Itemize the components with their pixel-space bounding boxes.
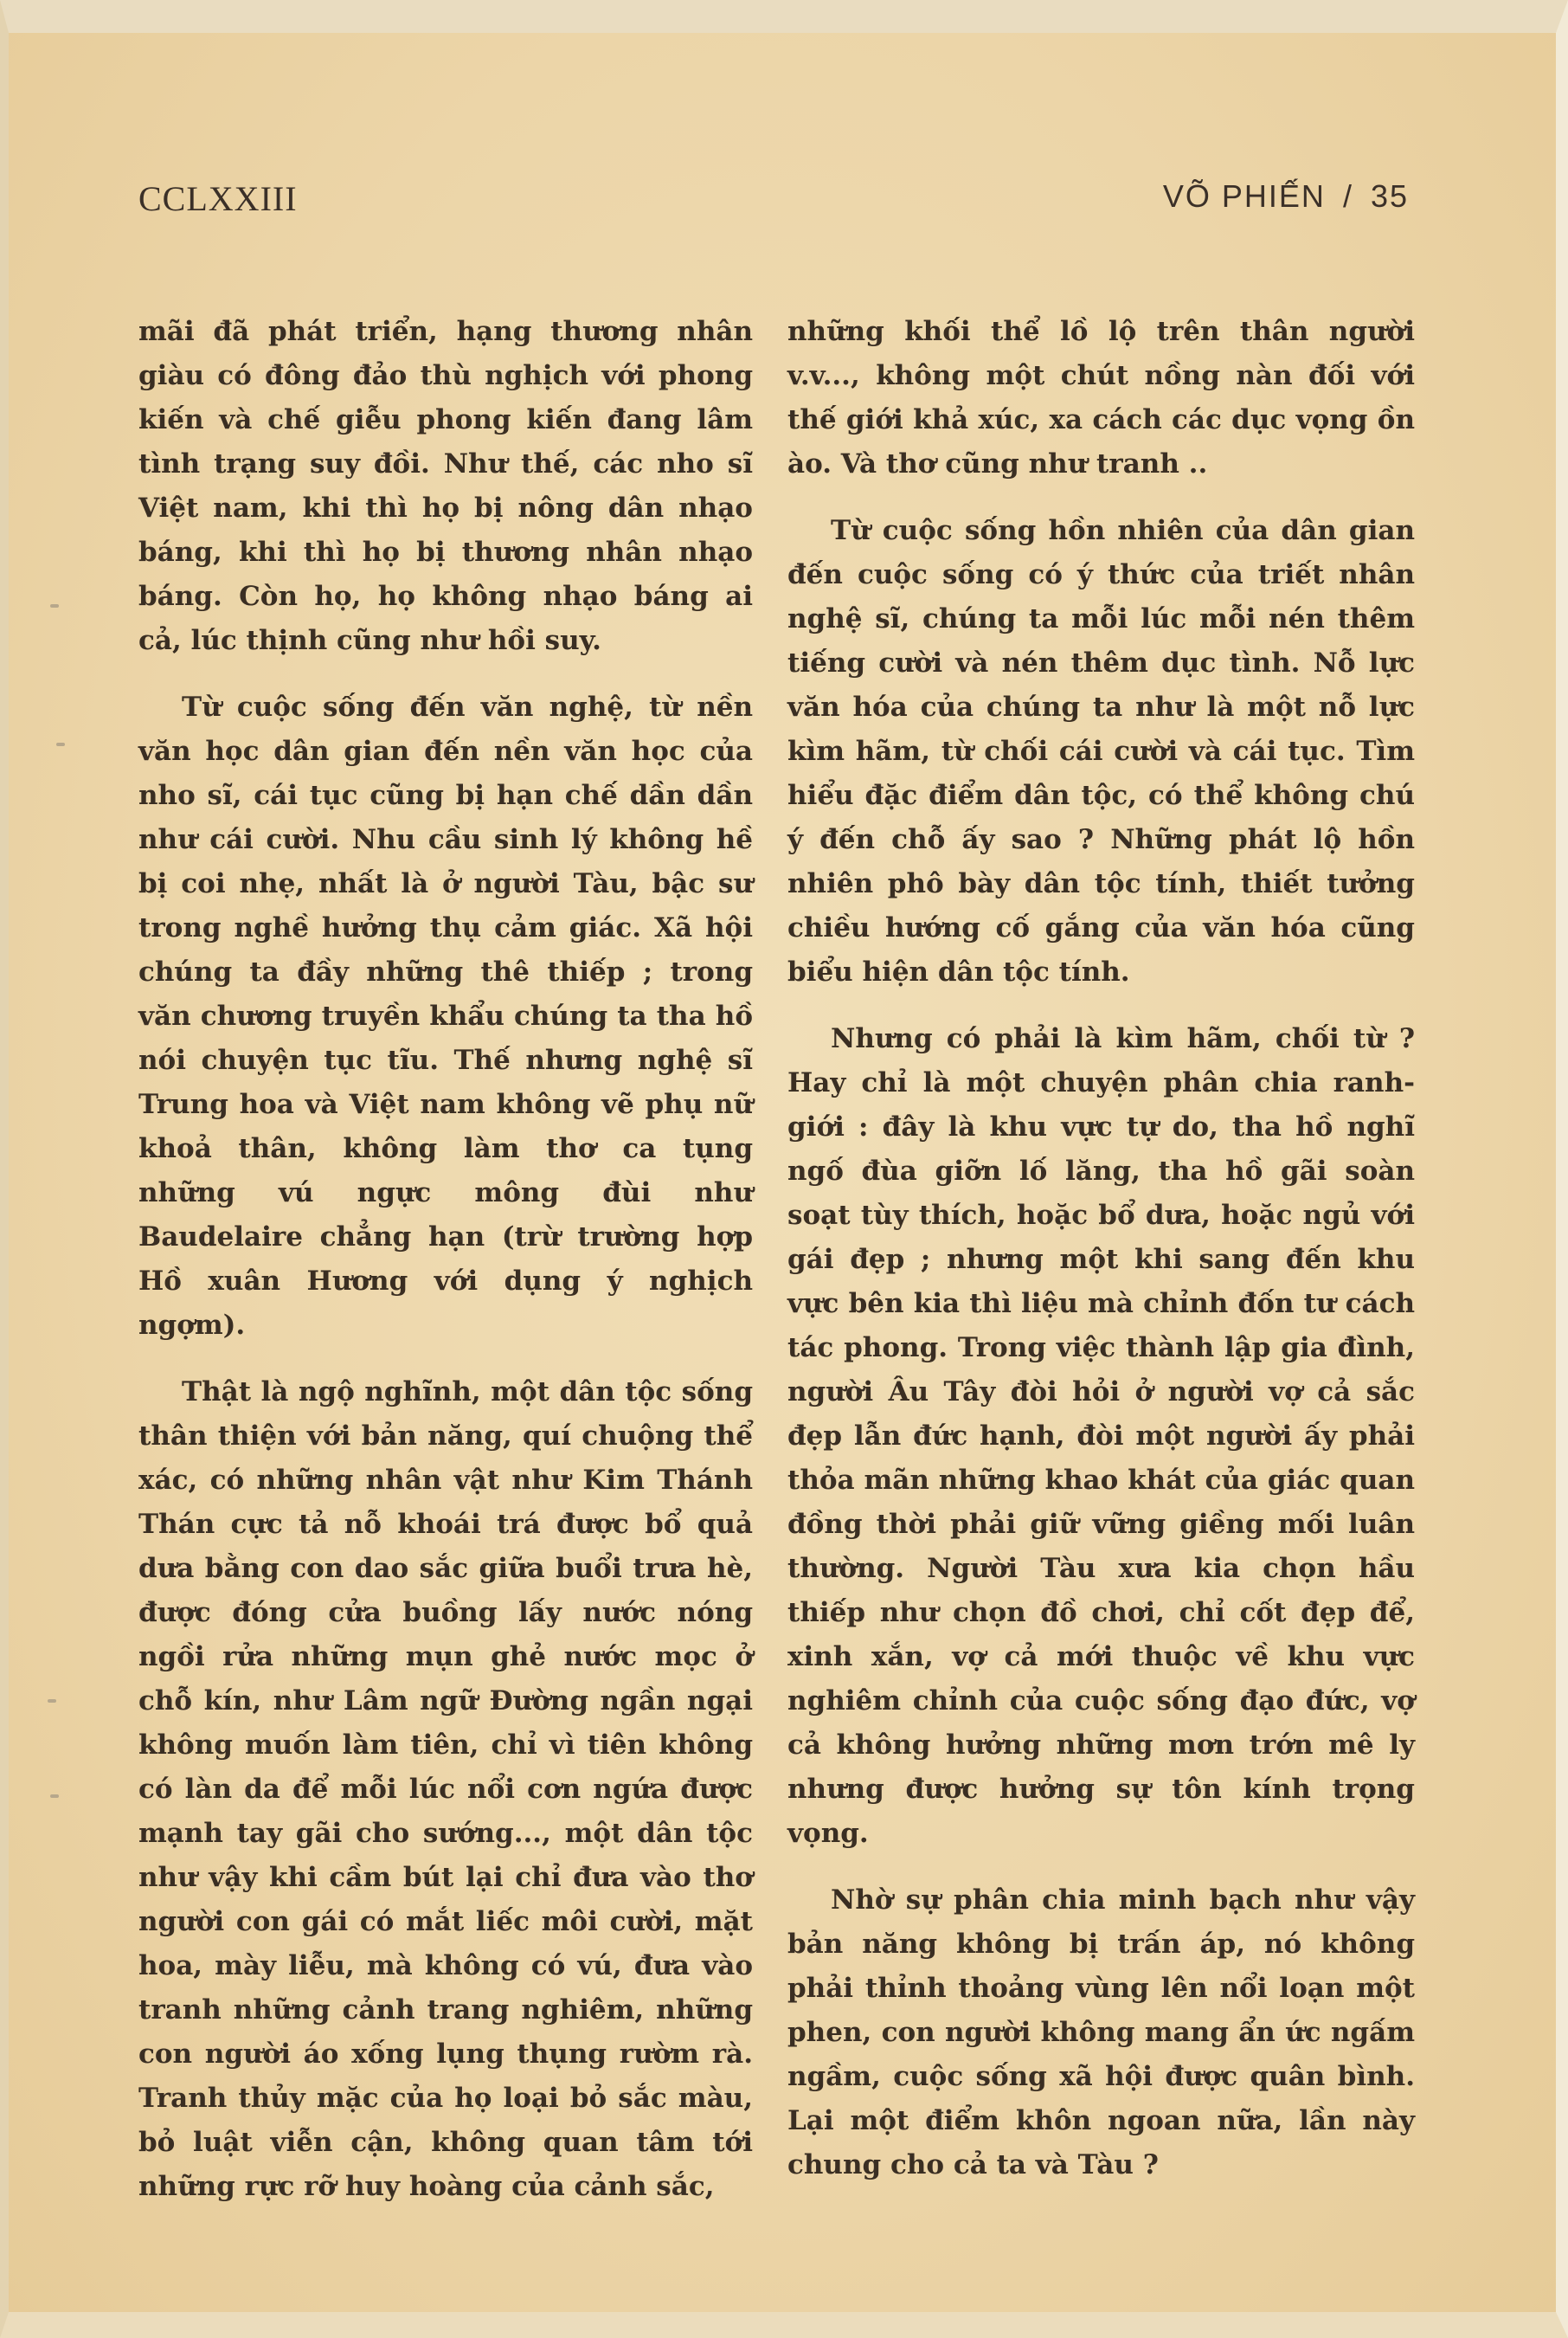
paragraph: Thật là ngộ nghĩnh, một dân tộc sống thân thiện với bản năng, quí chuộng thể xác, có những nhân vật như Kim Thánh Thán cực tả nỗ khoái trá được bổ quả dưa bằng con dao sắc giữa buổi trưa hè, được đóng cửa buồng lấy nước nóng ngồi rửa những mụn ghẻ nước mọc ở chỗ kín, như Lâm ngữ Đường ngần ngại không muốn làm tiên, chỉ vì tiên không có làn da để mỗi lúc nổi cơn ngứa được mạnh tay gãi cho sướng..., một dân tộc như vậy khi cầm bút lại chỉ đưa vào thơ người con gái có mắt liếc môi cười, mặt hoa, mày liễu, mà không có vú, đưa vào tranh những cảnh trang nghiêm, những con người áo xống lụng thụng rườm rà. Tranh thủy mặc của họ loại bỏ sắc màu, bỏ luật viễn cận, không quan tâm tới những rực rỡ huy hoàng của cảnh sắc, — [138, 1376, 753, 2202]
author-page-header — [1163, 178, 1409, 215]
chapter-numeral: CCLXXIII — [138, 179, 298, 218]
right-column — [787, 310, 1415, 2210]
header-separator: / — [1342, 178, 1353, 214]
margin-mark — [56, 743, 65, 746]
left-column — [138, 310, 753, 2232]
margin-mark — [48, 1699, 56, 1703]
author-name: VÕ PHIẾN — [1162, 178, 1326, 214]
paragraph: mãi đã phát triển, hạng thương nhân giàu có đông đảo thù nghịch với phong kiến và chế giễu phong kiến đang lâm tình trạng suy đồi. Như thế, các nho sĩ Việt nam, khi thì họ bị nông dân nhạo báng, khi thì họ bị thương nhân nhạo báng. Còn họ, họ không nhạo báng ai cả, lúc thịnh cũng như hồi suy. — [138, 316, 753, 656]
paragraph: Nhưng có phải là kìm hãm, chối từ ? Hay chỉ là một chuyện phân chia ranh-giới : đây là khu vực tự do, tha hồ nghĩ ngố đùa giỡn lố lăng, tha hồ gãi soàn soạt tùy thích, hoặc bổ dưa, hoặc ngủ với gái đẹp ; nhưng một khi sang đến khu vực bên kia thì liệu mà chỉnh đốn tư cách tác phong. Trong việc thành lập gia đình, người Âu Tây đòi hỏi ở người vợ cả sắc đẹp lẫn đức hạnh, đòi một người ấy phải thỏa mãn những khao khát của giác quan đồng thời phải giữ vững giềng mối luân thường. Người Tàu xưa kia chọn hầu thiếp như chọn đồ chơi, chỉ cốt đẹp để, xinh xắn, vợ cả mới thuộc về khu vực nghiêm chỉnh của cuộc sống đạo đức, vợ cả không hưởng những mơn trớn mê ly nhưng được hưởng sự tôn kính trọng vọng. — [787, 1023, 1415, 1849]
paragraph: Từ cuộc sống hồn nhiên của dân gian đến cuộc sống có ý thức của triết nhân nghệ sĩ, chúng ta mỗi lúc mỗi nén thêm tiếng cười và nén thêm dục tình. Nỗ lực văn hóa của chúng ta như là một nỗ lực kìm hãm, từ chối cái cười và cái tục. Tìm hiểu đặc điểm dân tộc, có thể không chú ý đến chỗ ấy sao ? Những phát lộ hồn nhiên phô bày dân tộc tính, thiết tưởng chiều hướng cố gắng của văn hóa cũng biểu hiện dân tộc tính. — [787, 515, 1415, 988]
paragraph: những khối thể lồ lộ trên thân người v.v..., không một chút nồng nàn đối với thế giới khả xúc, xa cách các dục vọng ồn ào. Và thơ cũng như tranh .. — [787, 316, 1415, 480]
margin-mark — [50, 604, 59, 608]
paragraph: Từ cuộc sống đến văn nghệ, từ nền văn học dân gian đến nền văn học của nho sĩ, cái tục cũng bị hạn chế dần dần như cái cười. Nhu cầu sinh lý không hề bị coi nhẹ, nhất là ở người Tàu, bậc sư trong nghề hưởng thụ cảm giác. Xã hội chúng ta đầy những thê thiếp ; trong văn chương truyền khẩu chúng ta tha hồ nói chuyện tục tĩu. Thế nhưng nghệ sĩ Trung hoa và Việt nam không vẽ phụ nữ khoả thân, không làm thơ ca tụng những vú ngực mông đùi như Baudelaire chẳng hạn (trừ trường hợp Hồ xuân Hương với dụng ý nghịch ngợm). — [138, 692, 753, 1341]
paragraph: Nhờ sự phân chia minh bạch như vậy bản năng không bị trấn áp, nó không phải thỉnh thoảng vùng lên nổi loạn một phen, con người không mang ẩn ức ngấm ngầm, cuộc sống xã hội được quân bình. Lại một điểm khôn ngoan nữa, lần này chung cho cả ta và Tàu ? — [787, 1884, 1415, 2180]
margin-mark — [50, 1794, 59, 1798]
running-head — [138, 178, 1409, 230]
page-number: 35 — [1370, 178, 1409, 214]
